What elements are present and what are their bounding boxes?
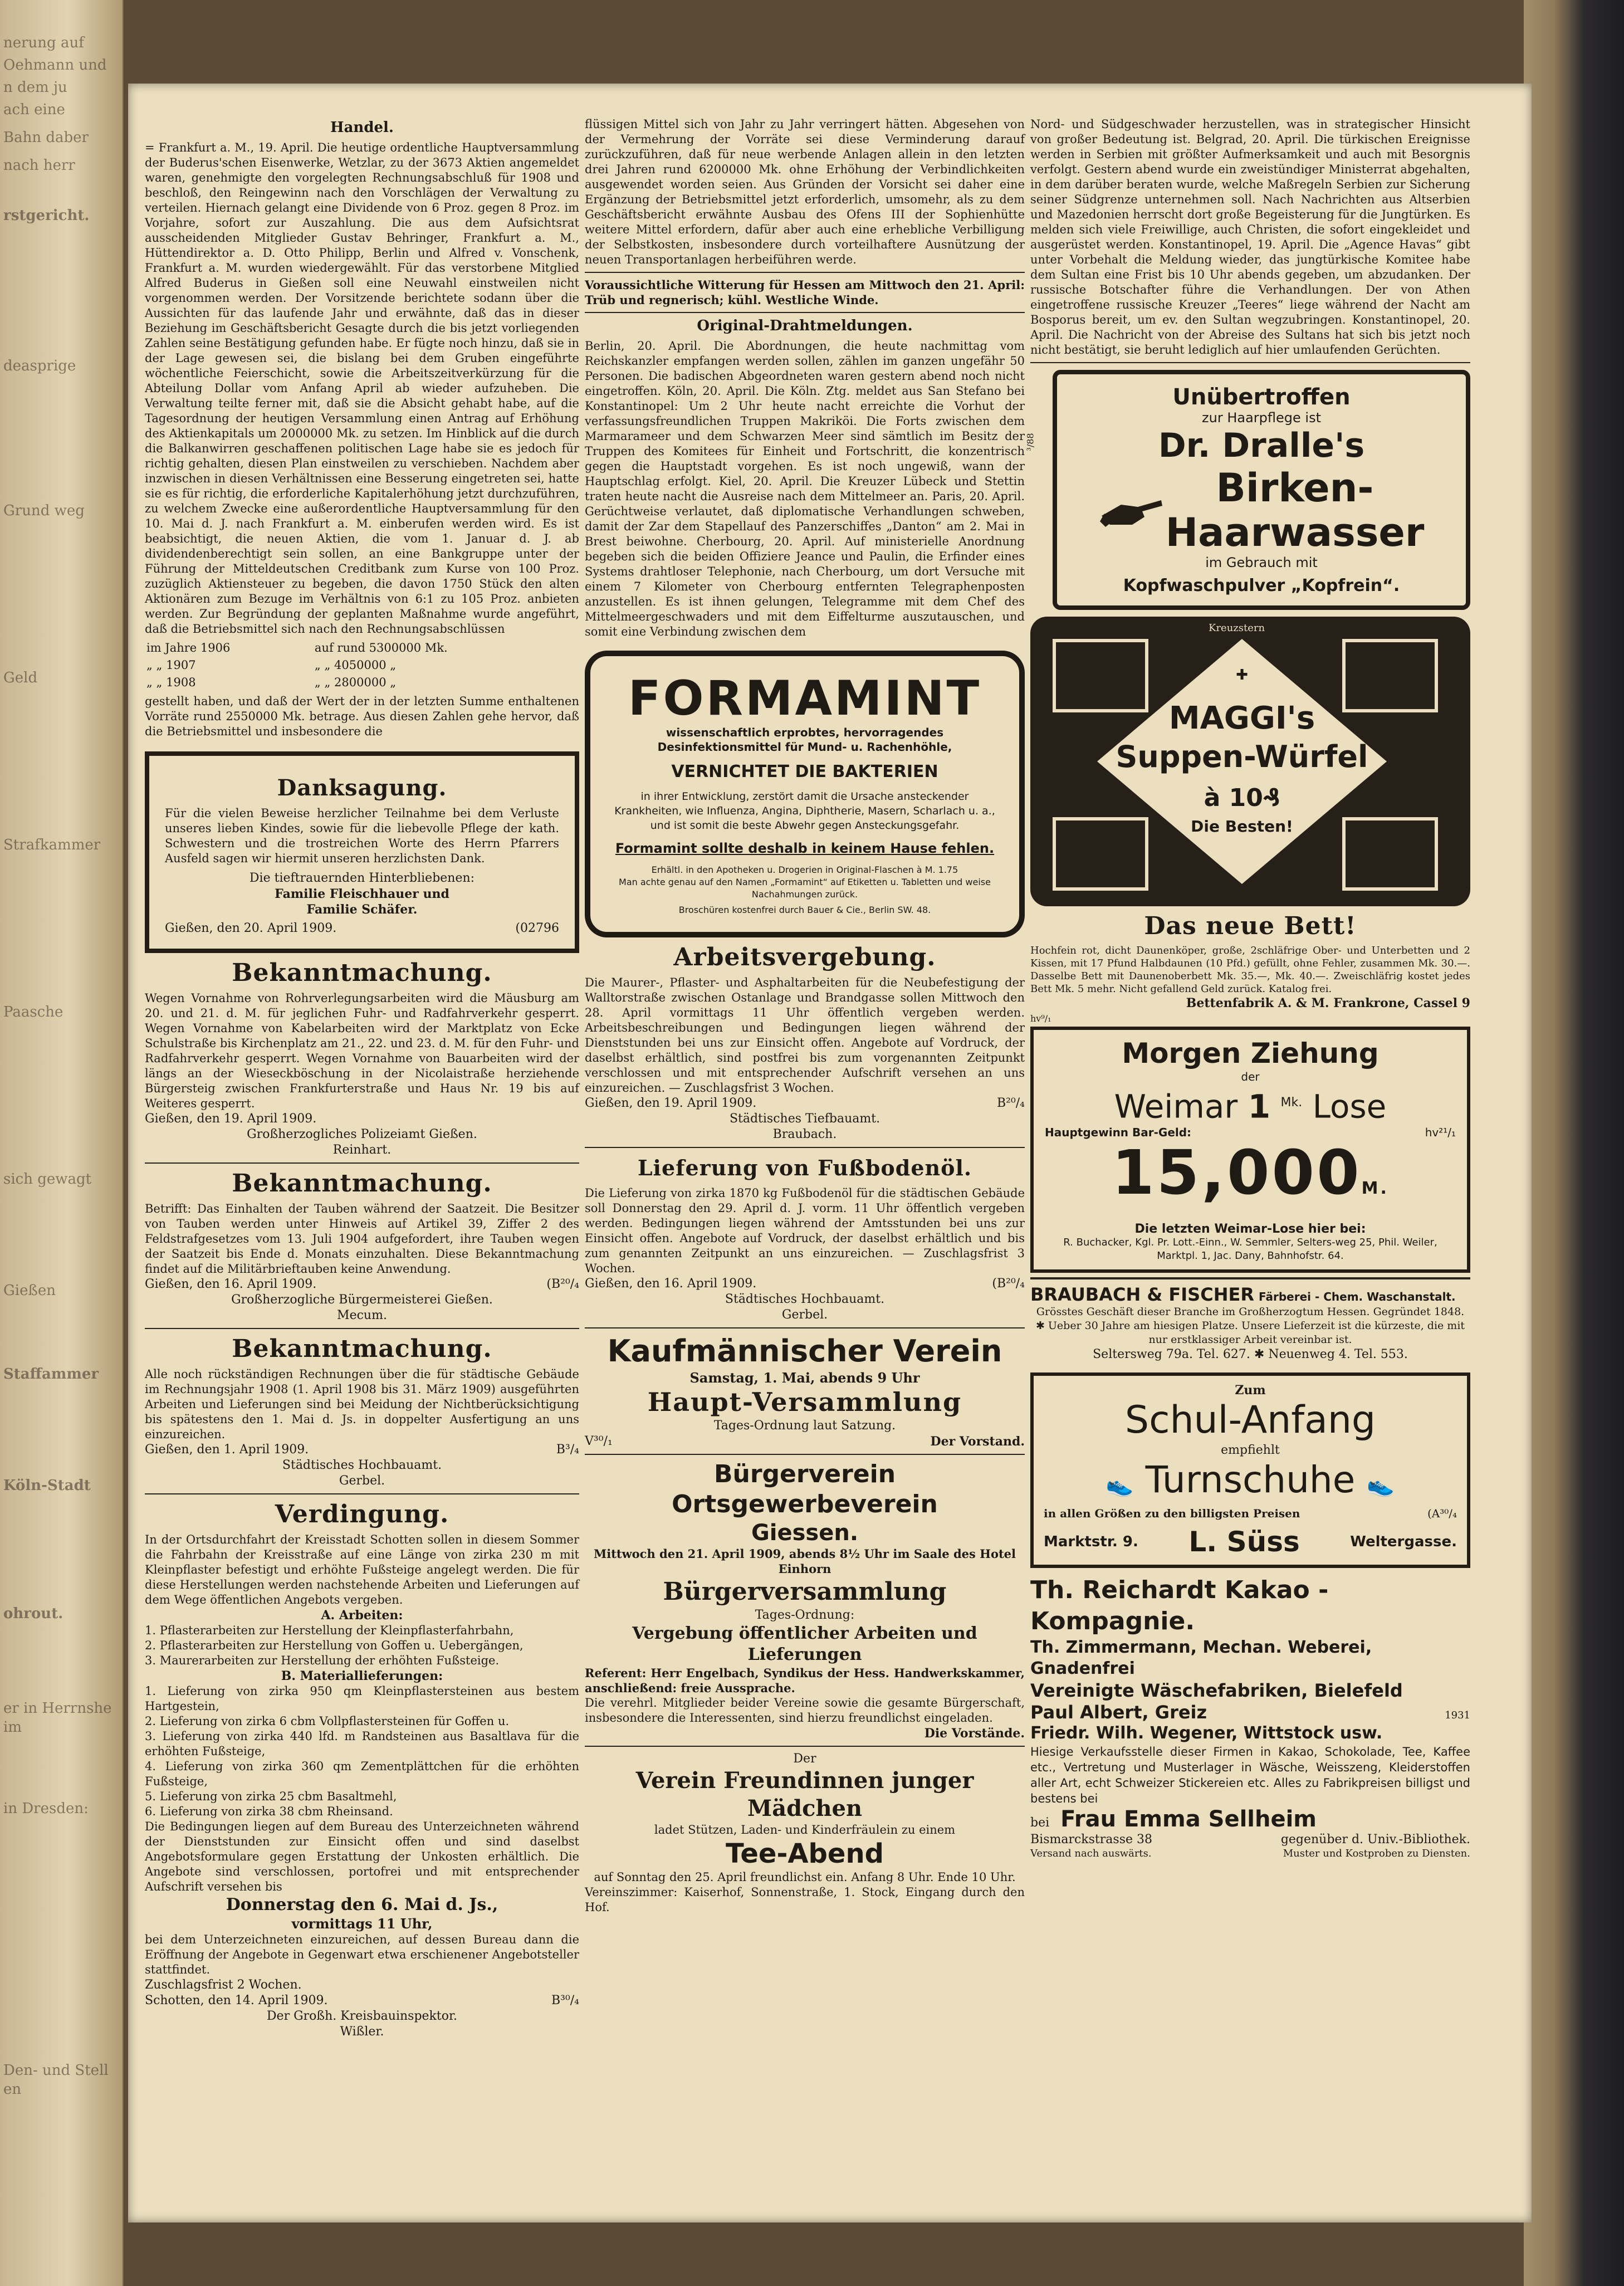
lottery-currency: M. bbox=[1361, 1179, 1389, 1199]
bekanntmachung-sig: Reinhart. bbox=[332, 1143, 392, 1157]
dralle-ad-wrap bbox=[1025, 370, 1470, 610]
kakao-code: 1931 bbox=[1445, 1709, 1470, 1722]
bekanntmachung-sig: Großherzogliches Polizeiamt Gießen. bbox=[247, 1127, 477, 1141]
table-row bbox=[146, 640, 578, 656]
ghost-line: Bahn daber bbox=[3, 129, 89, 146]
arbeitsvergebung-footer bbox=[585, 1096, 1025, 1111]
bekanntmachung-sig: Mecum. bbox=[337, 1308, 387, 1322]
arbeitsvergebung-title: Arbeitsvergebung. bbox=[673, 943, 936, 971]
freundinnen-der: Der bbox=[793, 1752, 816, 1766]
divider bbox=[145, 1162, 579, 1164]
divider bbox=[585, 1147, 1025, 1148]
formamint-head: VERNICHTET DIE BAKTERIEN bbox=[671, 762, 938, 781]
list-item: 5. Lieferung von zirka 25 cbm Basaltmehl, bbox=[145, 1790, 397, 1803]
bekanntmachung-sig: Großherzogliche Bürgermeisterei Gießen. bbox=[231, 1293, 493, 1307]
danksagung-sig: Die tieftrauernden Hinterbliebenen: bbox=[249, 871, 475, 885]
schul-firm: L. Süss bbox=[1188, 1526, 1300, 1559]
maggi-kreuzstern: Kreuzstern bbox=[1209, 622, 1265, 634]
braubach-text: Grösstes Geschäft dieser Branche im Großherzogtum Hessen. Gegründet 1848. ✱ Ueber 30 Jahre am hiesigen Platze. Unsere Lieferzeit ist die kürzeste, die mit nur erstklassiger Arbeit vereinbar ist. bbox=[1035, 1306, 1465, 1346]
ghost-line: Geld bbox=[3, 670, 38, 686]
lottery-last: Die letzten Weimar-Lose hier bei: bbox=[1134, 1222, 1366, 1237]
divider bbox=[585, 1327, 1025, 1328]
kaufm-verein-code: V³⁰/₁ bbox=[585, 1434, 613, 1448]
table-cell: „ „ 1907 bbox=[146, 658, 196, 672]
newspaper-page bbox=[128, 84, 1532, 2222]
article-drahtmeldungen-continued: Nord- und Südgeschwader herzustellen, was in strategischer Hinsicht von großer Bedeutung ist. Belgrad, 20. April. Die türkischen Ereignisse werden in Serbien mit größter Aufmerksamkeit und auch mit Besorgnis verfolgt. Gestern abend wurde ein zweistündiger Ministerrat abgehalten, in dem darüber beraten wurde, welche Maßregeln Serbien zur Sicherung seiner Südgrenze unternehmen soll. Nach Nachrichten aus Altserbien und Mazedonien herrscht dort große Begeisterung für die Jungtürken. Es melden sich viele Freiwillige, auch Christen, die sofort eingekleidet und ausgerüstet werden. Konstantinopel, 19. April. Die „Agence Havas“ gibt unter Vorbehalt die Meldung wieder, das jungtürkische Komitee habe dem Sultan eine Frist bis 10 Uhr abends gegeben, um abzudanken. Der russische Botschafter führe die Verhandlungen. Der von Athen eingetroffene russische Kreuzer „Teeres“ liege während der Nacht am Bosporus bereit, um ev. den Sultan wegzubringen. Konstantinopel, 20. April. Die Nachricht von der Abreise des Sultans hat sich bis jetzt noch nicht bestätigt, sie beruht lediglich auf hier umlaufenden Gerüchten. bbox=[1030, 118, 1470, 356]
verdingung-deadline: vormittags 11 Uhr, bbox=[291, 1916, 433, 1932]
lottery-price: 1 bbox=[1248, 1087, 1271, 1126]
list-item: 3. Lieferung von zirka 440 lfd. m Randsteinen aus Basaltlava für die erhöhten Fußsteige, bbox=[145, 1730, 579, 1758]
verdingung-text: bei dem Unterzeichneten einzureichen, auf dessen Bureau dann die Eröffnung der Angebote in Gegenwart etwa erschienener Angebotsteller stattfindet. bbox=[145, 1933, 579, 1976]
schul-left: Marktstr. 9. bbox=[1044, 1533, 1138, 1551]
danksagung-date: Gießen, den 20. April 1909. bbox=[165, 921, 337, 935]
schul-right: Weltergasse. bbox=[1350, 1533, 1457, 1551]
freundinnen-head: Tee-Abend bbox=[726, 1838, 884, 1869]
column-right bbox=[1025, 117, 1470, 1860]
maggi-brand: MAGGI's bbox=[1168, 700, 1315, 736]
column-left bbox=[145, 117, 579, 2040]
dralle-code: ³/88 bbox=[1025, 433, 1036, 451]
danksagung-text: Für die vielen Beweise herzlicher Teilnahme bei dem Verluste unseres lieben Kindes, sowie für die liebevolle Pflege der kath. Schwestern und die trostreichen Worte des Herrn Pfarrers Ausfeld sagen wir hiermit unseren herzlichsten Dank. bbox=[165, 807, 559, 865]
table-cell: „ „ 2800000 „ bbox=[314, 676, 397, 689]
arbeitsvergebung-text: Die Maurer-, Pflaster- und Asphaltarbeiten für die Neubefestigung der Walltorstraße zwischen Ostanlage und Brandgasse sollen Mittwoch den 28. April vormittags 11 Uhr öffentlich vergeben werden. Arbeitsbeschreibungen und Bedingungen liegen während der Dienststunden bei uns zur Einsicht offen. Angebote auf Vordruck, der daselbst erhältlich, sind postfrei bis zum vorgenannten Zeitpunkt verschlossen und mit entsprechender Aufschrift versehen an uns einzureichen. — Zuschlagsfrist 3 Wochen. bbox=[585, 976, 1025, 1095]
lottery-lose: Lose bbox=[1312, 1087, 1387, 1126]
danksagung-code: (02796 bbox=[515, 921, 559, 935]
lieferung-code: (B²⁰/₄ bbox=[992, 1277, 1025, 1291]
verdingung-date: Schotten, den 14. April 1909. bbox=[145, 1994, 328, 2007]
left-page-edge bbox=[0, 0, 124, 2286]
kakao-firm: Vereinigte Wäschefabriken, Bielefeld bbox=[1030, 1680, 1403, 1702]
verdingung-deadline: Donnerstag den 6. Mai d. Js., bbox=[226, 1895, 498, 1914]
table-row bbox=[146, 657, 578, 673]
ghost-line: ohrout. bbox=[3, 1605, 63, 1622]
formamint-text: in ihrer Entwicklung, zerstört damit die Ursache ansteckender Krankheiten, wie Influenza, Angina, Diphtherie, Masern, Scharlach u. a., und ist somit die beste Abwehr gegen Ansteckungsgefahr. bbox=[614, 790, 995, 832]
dralle-head: Unübertroffen bbox=[1172, 384, 1351, 410]
verdingung-title: Verdingung. bbox=[275, 1500, 449, 1528]
ghost-line: Paasche bbox=[3, 1004, 63, 1020]
ghost-line: Oehmann und bbox=[3, 57, 107, 74]
schul-product-row bbox=[1044, 1458, 1457, 1507]
bekanntmachung-footer bbox=[145, 1277, 579, 1292]
verdingung-sig: Wißler. bbox=[340, 2025, 384, 2039]
kakao-addr: gegenüber d. Univ.-Bibliothek. bbox=[1280, 1833, 1470, 1847]
ghost-line: Köln-Stadt bbox=[3, 1477, 91, 1494]
divider bbox=[585, 1746, 1025, 1747]
divider bbox=[1030, 362, 1470, 363]
formamint-small: Man achte genau auf den Namen „Formamint“ auf Etiketten u. Tabletten und weise Nachahmungen zurück. bbox=[619, 877, 991, 900]
bekanntmachung-text: Betrifft: Das Einhalten der Tauben während der Saatzeit. Die Besitzer von Tauben werden unter Hinweis auf Artikel 39, Ziffer 2 des Feldstrafgesetzes vom 13. Juli 1904 aufgefordert, ihre Tauben wegen der Saatzeit bis Ende d. Monats einzuhalten. Diese Bekanntmachung findet auf die Militärbrieftauben keine Anwendung. bbox=[145, 1202, 579, 1276]
lieferung-sig: Gerbel. bbox=[781, 1308, 828, 1322]
kaufm-verein-sig: Der Vorstand. bbox=[930, 1434, 1025, 1449]
book-binding bbox=[1524, 0, 1624, 2286]
bekanntmachung-footer bbox=[145, 1442, 579, 1458]
lottery-ad bbox=[1030, 1027, 1470, 1273]
table-cell: „ „ 4050000 „ bbox=[314, 658, 397, 672]
dralle-subhead: zur Haarpflege ist bbox=[1202, 410, 1321, 426]
ghost-line: er in Herrnsheim bbox=[3, 1700, 112, 1736]
section-title-drahtmeldungen: Original-Drahtmeldungen. bbox=[697, 318, 913, 334]
kaufm-verein-head: Haupt-Versammlung bbox=[647, 1387, 962, 1417]
lottery-amount: 15,000 bbox=[1112, 1137, 1362, 1209]
maggi-product: Suppen-Würfel bbox=[1116, 739, 1368, 774]
handel-table bbox=[145, 639, 579, 692]
article-handel-tail: gestellt haben, und daß der Wert der in der letzten Summe enthaltenen Vorräte rund 2550000 Mk. betrage. Aus diesen Zahlen gehe hervor, daß die Betriebsmittel und insbesondere die bbox=[145, 695, 579, 738]
buergerverein-date: Mittwoch den 21. April 1909, abends 8½ Uhr im Saale des Hotel Einhorn bbox=[593, 1547, 1016, 1576]
bekanntmachung-title: Bekanntmachung. bbox=[232, 1169, 492, 1198]
bekanntmachung-sig: Städtisches Hochbauamt. bbox=[282, 1458, 442, 1472]
arbeitsvergebung-date: Gießen, den 19. April 1909. bbox=[585, 1096, 757, 1110]
kakao-foot: Muster und Kostproben zu Diensten. bbox=[1283, 1848, 1470, 1860]
bekanntmachung-date: Gießen, den 19. April 1909. bbox=[145, 1112, 317, 1126]
schul-text: in allen Größen zu den billigsten Preisen bbox=[1044, 1507, 1300, 1521]
ghost-line: n dem ju bbox=[3, 79, 67, 96]
list-item: 6. Lieferung von zirka 38 cbm Rheinsand. bbox=[145, 1805, 393, 1818]
bekanntmachung-sig: Gerbel. bbox=[339, 1474, 385, 1488]
bekanntmachung-title: Bekanntmachung. bbox=[232, 1335, 492, 1363]
danksagung-footer bbox=[165, 921, 559, 936]
buergerverein-sig: Die Vorstände. bbox=[924, 1726, 1025, 1741]
ghost-line: in Dresden: bbox=[3, 1800, 89, 1817]
lottery-title: Morgen Ziehung bbox=[1122, 1037, 1379, 1069]
lottery-der: der bbox=[1241, 1070, 1260, 1083]
section-title-handel: Handel. bbox=[330, 119, 394, 136]
kaufm-verein-footer bbox=[585, 1434, 1025, 1449]
lottery-city: Weimar bbox=[1114, 1087, 1238, 1126]
column-middle bbox=[585, 117, 1025, 1915]
ghost-line: Staffammer bbox=[3, 1366, 99, 1383]
lottery-line bbox=[1045, 1083, 1456, 1126]
braubach-addr: Seltersweg 79a. Tel. 627. ✱ Neuenweg 4. Tel. 553. bbox=[1093, 1347, 1408, 1362]
lieferung-date: Gießen, den 16. April 1909. bbox=[585, 1277, 757, 1291]
bekanntmachung-code: (B²⁰/₄ bbox=[546, 1277, 579, 1291]
freundinnen-text: auf Sonntag den 25. April freundlichst ein. Anfang 8 Uhr. Ende 10 Uhr. bbox=[594, 1870, 1016, 1884]
danksagung-title: Danksagung. bbox=[277, 775, 447, 801]
lottery-unit: Mk. bbox=[1280, 1096, 1303, 1110]
kakao-firm: Th. Zimmermann, Mechan. Weberei, Gnadenfrei bbox=[1030, 1638, 1372, 1679]
list-item: 2. Pflasterarbeiten zur Herstellung von Goffen u. Uebergängen, bbox=[145, 1639, 524, 1652]
article-handel-continued: flüssigen Mittel sich von Jahr zu Jahr verringert hätten. Abgesehen von der Vermehrung der Vorräte sei diese Verminderung darauf zurückzuführen, daß für neue werbende Anlagen allein in den letzten drei Jahren rund 6200000 Mk. ohne Erhöhung der Verbindlichkeiten ausgewendet worden seien. Aus Gründen der Vorsicht sei daher eine Ergänzung der Betriebsmittel jetzt erforderlich, umsomehr, als zu dem Geschäftsbericht erwähnte Ausbau des Ofens III der Sophienhütte weitere Mittel erfordern, dafür aber auch eine erhebliche Verbilligung der Selbstkosten, insbesondere durch vorteilhaftere Ausnützung der neuen Transportanlagen herbeiführen werde. bbox=[585, 118, 1025, 266]
lieferung-title: Lieferung von Fußbodenöl. bbox=[637, 1155, 972, 1180]
schul-title: Schul-Anfang bbox=[1124, 1398, 1376, 1443]
maggi-price: à 10₰ bbox=[1204, 784, 1280, 812]
kaufm-verein-agenda: Tages-Ordnung laut Satzung. bbox=[713, 1419, 896, 1433]
maggi-ad bbox=[1030, 617, 1470, 906]
verdingung-footer bbox=[145, 1993, 579, 2009]
article-drahtmeldungen: Berlin, 20. April. Die Abordnungen, die heute nachmittag vom Reichskanzler empfangen werden sollen, zählen im ganzen ungefähr 50 Personen. Die badischen Abgeordneten waren gestern abend noch nicht eingetroffen. Köln, 20. April. Die Köln. Ztg. meldet aus San Stefano bei Konstantinopel: Um 2 Uhr heute nacht erreichte die Vorhut der verfassungsfreundlichen Truppen Makriköi. Die Forts zwischen dem Marmarameer und dem Schwarzen Meer sind sämtlich im Besitz der Truppen des Komitees für Einheit und Fortschritt, die konzentrisch gegen die Hauptstadt vorgehen. Es ist noch ungewiß, wann der Hauptschlag erfolgt. Kiel, 20. April. Die Kreuzer Lübeck und Stettin traten heute nacht die Ausreise nach dem Mittelmeer an. Paris, 20. April. Gerüchtweise verlautet, daß diplomatische Verhandlungen schweben, damit der Zar dem Stapellauf des Panzerschiffes „Danton“ am 2. Mai in Brest beiwohne. Cherbourg, 20. April. Auf ministerielle Anordnung begeben sich die beiden Offiziere Jeance und Paulin, die Erfinder eines Systems drahtloser Telephonie, nach Cherbourg, um dort Versuche mit einem 7 Kilometer von Cherbourg entfernten Telegraphenposten anzustellen. Es ist ihnen gelungen, Telegramme mit dem Chef des Mittelmeergeschwaders und mit dem Eiffelturme auszutauschen, und somit eine Verbindung zwischen dem bbox=[585, 339, 1025, 638]
bekanntmachung-text: Wegen Vornahme von Rohrverlegungsarbeiten wird die Mäusburg am 20. und 21. d. M. für jeglichen Fuhr- und Radfahrverkehr gesperrt. Wegen Vornahme von Kabelarbeiten wird der Marktplatz von Ecke Schulstraße bis Kirchenplatz am 21., 22. und 23. d. M. für den Fuhr- und Radfahrverkehr gesperrt. Wegen Vornahme von Bauarbeiten wird der längs an der Wieseckböschung in der Nicolaistraße herziehende Bürgersteig zwischen Frankfurterstraße und Haus Nr. 19 bis auf Weiteres gesperrt. bbox=[145, 991, 579, 1110]
buergerverein-speaker: Referent: Herr Engelbach, Syndikus der Hess. Handwerkskammer, anschließend: freie Aussprache. bbox=[585, 1666, 1025, 1695]
list-item: 2. Lieferung von zirka 6 cbm Vollpflastersteinen für Goffen u. bbox=[145, 1714, 510, 1728]
ghost-line: nerung auf bbox=[3, 35, 84, 51]
shoe-icon: 👟 bbox=[1367, 1472, 1395, 1498]
formamint-logo: FORMAMINT bbox=[628, 671, 982, 726]
formamint-ad bbox=[585, 651, 1025, 937]
verdingung-code: B³⁰/₄ bbox=[551, 1994, 579, 2007]
article-handel: = Frankfurt a. M., 19. April. Die heutige ordentliche Hauptversammlung der Buderus'schen Eisenwerke, Wetzlar, zu der 3673 Aktien angemeldet waren, genehmigte den vorgelegten Rechnungsabschluß für 1908 und beschloß, den Reingewinn nach den Vorschlägen der Verwaltung zu verteilen. Hiernach gelangt eine Dividende von 6 Proz. gegen 8 Proz. im Vorjahre, sofort zur Auszahlung. Die aus dem Aufsichtsrat ausscheidenden Mitglieder Gustav Behringer, Frankfurt a. M., Hüttendirektor a. D. Otto Philipp, Berlin und Alfred v. Vonschenk, Frankfurt a. M. wurden wiedergewählt. Für das verstorbene Mitglied Alfred Buderus in Gießen soll eine Neuwahl einstweilen nicht vorgenommen werden. Der Vorsitzende berichtete sodann über die Aussichten für das laufende Jahr und erwähnte, daß das in dieser Beziehung im Geschäftsbericht Gesagte durch die bis jetzt vorliegenden Zahlen seine Bestätigung gefunden habe. Er fügte noch hinzu, daß sie in der Lage gewesen sei, die bislang bei dem Gruben eingeführte wöchentliche Feierschicht, sowie die Arbeitszeitverkürzung für die Abteilung Dollar vom Anfang April ab wieder aufzuheben. Die Verwaltung teilte ferner mit, daß sie die Absicht gehabt habe, auf die Tagesordnung der heutigen Versammlung einen Antrag auf Erhöhung des Aktienkapitals um 2000000 Mk. zu setzen. Im Hinblick auf die durch die Balkanwirren geschaffenen politischen Lage habe sie es jedoch für richtig gehalten, diesen Plan einstweilen zu verschieben. Nachdem aber inzwischen in diesen Verhältnissen eine Besserung eingetreten sei, hatte sie es für richtig, die erforderliche Kapitalerhöhung jetzt durchzuführen, zu welchem Zwecke eine außerordentliche Hauptversammlung für den 10. Mai d. J. nach Frankfurt a. M. einberufen werden wird. Es ist beabsichtigt, die neuen Aktien, die vom 1. Januar d. J. ab dividendenberechtigt sein sollen, an eine Bankgruppe unter der Führung der Mitteldeutschen Creditbank zum Kurse von 100 Proz. zuzüglich Aktiensteuer zu begeben, die davon 1750 Stück den alten Aktionären zum Bezuge im Verhältnis von 6:1 zu 105 Proz. anbieten werden. Zur Begründung der geplanten Maßnahme wurde angeführt, daß die Betriebsmittel sich nach den Rechnungsabschlüssen bbox=[145, 141, 579, 636]
danksagung-sig: Familie Fleischhauer und bbox=[275, 887, 449, 901]
ghost-line: Gießen bbox=[3, 1282, 56, 1299]
schul-text-row bbox=[1044, 1507, 1457, 1520]
kakao-name: Frau Emma Sellheim bbox=[1060, 1806, 1317, 1833]
dralle-use: im Gebrauch mit bbox=[1205, 555, 1318, 570]
bekanntmachung-date: Gießen, den 16. April 1909. bbox=[145, 1277, 317, 1291]
ghost-line: Grund weg bbox=[3, 502, 85, 519]
dralle-ad bbox=[1053, 370, 1470, 610]
divider bbox=[585, 312, 1025, 313]
schul-code: (A³⁰/₄ bbox=[1427, 1507, 1457, 1521]
weather-forecast: Voraussichtliche Witterung für Hessen am Mittwoch den 21. April: Trüb und regnerisch; kühl. Westliche Winde. bbox=[585, 278, 1025, 307]
schul-zum: Zum bbox=[1235, 1383, 1266, 1398]
bekanntmachung-text: Alle noch rückständigen Rechnungen über die für städtische Gebäude im Rechnungsjahr 1908 (1. April 1908 bis 31. März 1909) ausgeführten Arbeiten und Lieferungen sind bei Meidung der Nichtberücksichtigung bis spätestens den 1. Mai d. Js. in doppelter Ausfertigung an uns einzureichen. bbox=[145, 1367, 579, 1441]
bett-firm: Bettenfabrik A. & M. Frankrone, Cassel 9 bbox=[1186, 996, 1470, 1010]
formamint-small: Broschüren kostenfrei durch Bauer & Cie., Berlin SW. 48. bbox=[678, 905, 931, 915]
bett-title: Das neue Bett! bbox=[1144, 912, 1357, 940]
schul-product: Turnschuhe bbox=[1145, 1458, 1356, 1502]
lottery-main: Hauptgewinn Bar-Geld: bbox=[1045, 1126, 1192, 1140]
lottery-sellers: R. Buchacker, Kgl. Pr. Lott.-Einn., W. Semmler, Selters-weg 25, Phil. Weiler, Marktpl. 1, Jac. Dany, Bahnhofstr. 64. bbox=[1063, 1237, 1437, 1262]
freundinnen-place: Vereinszimmer: Kaiserhof, Sonnenstraße, 1. Stock, Eingang durch den Hof. bbox=[585, 1886, 1025, 1914]
bett-code: hv⁹/₁ bbox=[1030, 1013, 1051, 1024]
kakao-title: Th. Reichardt Kakao - Kompagnie. bbox=[1030, 1576, 1329, 1636]
freundinnen-title: Verein Freundinnen junger Mädchen bbox=[635, 1767, 974, 1821]
arbeitsvergebung-code: B²⁰/₄ bbox=[996, 1096, 1025, 1110]
buergerverein-text: Die verehrl. Mitglieder beider Vereine sowie die gesamte Bürgerschaft, insbesondere die Interessenten, sind hierzu freundlichst eingeladen. bbox=[585, 1696, 1025, 1725]
buergerverein-topic: Vergebung öffentlicher Arbeiten und Lieferungen bbox=[632, 1624, 977, 1664]
table-cell: auf rund 5300000 Mk. bbox=[314, 641, 448, 654]
dralle-brand: Dr. Dralle's bbox=[1158, 426, 1365, 465]
bekanntmachung-code: B³/₄ bbox=[556, 1443, 579, 1457]
verdingung-a-title: A. Arbeiten: bbox=[321, 1608, 403, 1623]
kakao-firm: Friedr. Wilh. Wegener, Wittstock usw. bbox=[1030, 1723, 1383, 1743]
lieferung-text: Die Lieferung von zirka 1870 kg Fußbodenöl für die städtischen Gebäude soll Donnerstag den 29. April d. J. vorm. 11 Uhr öffentlich vergeben werden. Bedingungen liegen während der Amtsstunden bei uns zur Einsicht offen. Angebote auf Vordruck, der daselbst erhältlich und bis zum genannten Zeitpunkt an uns einzureichen. — Zuschlagsfrist 3 Wochen. bbox=[585, 1186, 1025, 1275]
kaufm-verein-date: Samstag, 1. Mai, abends 9 Uhr bbox=[689, 1370, 920, 1386]
ghost-line: deasprige bbox=[3, 358, 76, 374]
formamint-slogan: Formamint sollte deshalb in keinem Hause fehlen. bbox=[615, 841, 995, 856]
buergerverein-head: Bürgerversammlung bbox=[663, 1577, 947, 1606]
divider bbox=[145, 1493, 579, 1494]
table-cell: „ „ 1908 bbox=[146, 676, 196, 689]
list-item: 1. Pflasterarbeiten zur Herstellung der Kleinpflasterfahrbahn, bbox=[145, 1624, 514, 1637]
list-item: 1. Lieferung von zirka 950 qm Kleinpflastersteinen aus bestem Hartgestein, bbox=[145, 1684, 579, 1713]
ghost-line: Strafkammer bbox=[3, 837, 101, 853]
kakao-addr: Bismarckstrasse 38 bbox=[1030, 1833, 1152, 1847]
kakao-foot: Versand nach auswärts. bbox=[1030, 1848, 1152, 1860]
bett-text: Hochfein rot, dicht Daunenköper, große, 2schläfrige Ober- und Unterbetten und 2 Kissen, mit 17 Pfund Halbdaunen (10 Pfd.) gefüllt, ohne Fehler, zusammen Mk. 30.—. Dasselbe Bett mit Daunenoberbett Mk. 35.—, Mk. 40.—. Zweischläfrig kostet jedes Bett Mk. 5 mehr. Nicht gefallend Geld zurück. Katalog frei. bbox=[1030, 945, 1470, 995]
arbeitsvergebung-sig: Braubach. bbox=[772, 1127, 837, 1141]
schul-emp: empfiehlt bbox=[1221, 1443, 1280, 1458]
kakao-foot-row bbox=[1030, 1848, 1470, 1859]
braubach-title: BRAUBACH & FISCHER bbox=[1030, 1284, 1254, 1306]
bekanntmachung-date: Gießen, den 1. April 1909. bbox=[145, 1443, 309, 1457]
dralle-product-row bbox=[1070, 466, 1452, 555]
maggi-star-icon: ✚ bbox=[1236, 667, 1248, 683]
braubach-head bbox=[1030, 1284, 1470, 1305]
ghost-line: Den- und Stellen bbox=[3, 2062, 109, 2098]
divider bbox=[1030, 1277, 1470, 1279]
dralle-product-names bbox=[1166, 466, 1425, 555]
table-row bbox=[146, 675, 578, 691]
lottery-code: hv²¹/₁ bbox=[1425, 1126, 1456, 1140]
divider bbox=[585, 1454, 1025, 1455]
divider bbox=[145, 1328, 579, 1329]
ghost-line: ach eine bbox=[3, 101, 65, 118]
buergerverein-agenda-label: Tages-Ordnung: bbox=[755, 1608, 855, 1622]
pointing-hand-icon bbox=[1099, 488, 1166, 533]
dralle-powder: Kopfwaschpulver „Kopfrein“. bbox=[1123, 576, 1400, 595]
ghost-line: sich gewagt bbox=[3, 1171, 92, 1188]
lottery-amount-row bbox=[1045, 1139, 1456, 1222]
schul-footer bbox=[1044, 1526, 1457, 1558]
freundinnen-text: ladet Stützen, Laden- und Kinderfräulein zu einem bbox=[654, 1823, 956, 1836]
list-item: 4. Lieferung von zirka 360 qm Zementplättchen für die erhöhten Fußsteige, bbox=[145, 1760, 579, 1788]
braubach-sub: Färberei - Chem. Waschanstalt. bbox=[1258, 1290, 1456, 1304]
kakao-firm-row bbox=[1030, 1702, 1470, 1723]
kakao-bei: bei bbox=[1030, 1816, 1050, 1830]
kakao-firm: Paul Albert, Greiz bbox=[1030, 1702, 1207, 1723]
shoe-icon: 👟 bbox=[1106, 1472, 1134, 1498]
ghost-line: nach herr bbox=[3, 157, 75, 174]
kakao-name-row bbox=[1030, 1806, 1470, 1832]
danksagung-ad bbox=[145, 751, 579, 953]
schul-anfang-ad bbox=[1030, 1372, 1470, 1568]
dralle-product: Birken- bbox=[1216, 465, 1374, 511]
lieferung-footer bbox=[585, 1276, 1025, 1292]
kakao-addr-row bbox=[1030, 1832, 1470, 1848]
dralle-product: Haarwasser bbox=[1165, 510, 1425, 555]
lieferung-sig: Städtisches Hochbauamt. bbox=[725, 1292, 885, 1306]
kaufm-verein-title: Kaufmännischer Verein bbox=[607, 1334, 1002, 1369]
formamint-small: Erhältl. in den Apotheken u. Drogerien in Original-Flaschen à M. 1.75 bbox=[651, 864, 958, 875]
verdingung-b-title: B. Materiallieferungen: bbox=[281, 1669, 443, 1683]
verdingung-zuschlag: Zuschlagsfrist 2 Wochen. bbox=[145, 1978, 302, 1992]
bekanntmachung-title: Bekanntmachung. bbox=[232, 959, 492, 987]
buergerverein-title: Bürgerverein Ortsgewerbeverein bbox=[672, 1460, 938, 1518]
table-cell: im Jahre 1906 bbox=[146, 641, 231, 654]
kakao-text: Hiesige Verkaufsstelle dieser Firmen in Kakao, Schokolade, Tee, Kaffee etc., Vertretung und Musterlager in Wäsche, Weisszeng, Kleiderstoffen aller Art, echt Schweizer Stickereien etc. Alles zu Fabrikpreisen billigst und bestens bei bbox=[1030, 1745, 1470, 1806]
maggi-slogan: Die Besten! bbox=[1191, 817, 1293, 836]
verdingung-sig: Der Großh. Kreisbauinspektor. bbox=[266, 2009, 458, 2023]
formamint-sub: wissenschaftlich erprobtes, hervorragendes Desinfektionsmittel für Mund- u. Rachenhöhle, bbox=[657, 726, 952, 754]
arbeitsvergebung-sig: Städtisches Tiefbauamt. bbox=[729, 1112, 881, 1126]
divider bbox=[585, 272, 1025, 273]
verdingung-text: Die Bedingungen liegen auf dem Bureau des Unterzeichneten während der Dienststunden zur Einsicht offen und sind daselbst Angebotsformulare gegen Erstattung der Unkosten erhältlich. Die Angebote sind verschlossen, portofrei und mit entsprechender Aufschrift versehen bis bbox=[145, 1820, 579, 1893]
verdingung-text: In der Ortsdurchfahrt der Kreisstadt Schotten sollen in diesem Sommer die Fahrbahn der Kreisstraße auf eine Länge von zirka 230 m mit Kleinpflaster befestigt und erhöhte Fußsteige angelegt werden. Die für diese Herstellungen werden nachstehende Arbeiten und Lieferungen auf dem Wege öffentlichen Angebots vergeben. bbox=[145, 1533, 579, 1606]
danksagung-sig: Familie Schäfer. bbox=[306, 902, 418, 917]
buergerverein-title: Giessen. bbox=[751, 1520, 859, 1546]
ghost-line: rstgericht. bbox=[3, 207, 90, 224]
list-item: 3. Maurerarbeiten zur Herstellung der erhöhten Fußsteige. bbox=[145, 1654, 500, 1667]
